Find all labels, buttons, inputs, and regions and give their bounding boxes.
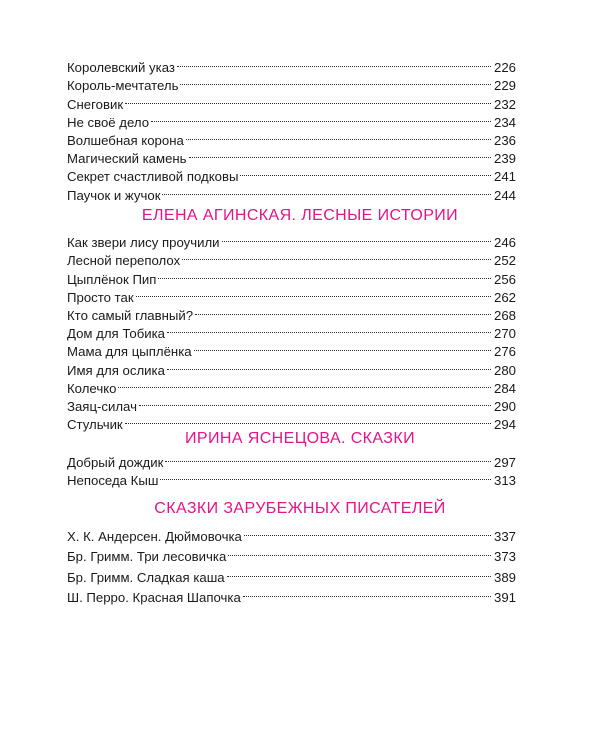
toc-entry-title: Цыплёнок Пип: [67, 271, 157, 287]
dot-leader: [158, 265, 491, 283]
toc-entry-page: 270: [493, 326, 516, 342]
toc-entry-title: Паучок и жучок: [67, 187, 161, 203]
toc-entry-page: 244: [493, 187, 516, 203]
section-heading: ИРИНА ЯСНЕЦОВА. СКАЗКИ: [185, 430, 415, 447]
toc-entry-page: 236: [493, 132, 516, 148]
toc-entry-page: 232: [493, 96, 516, 112]
dot-leader: [243, 582, 491, 603]
section-heading: СКАЗКИ ЗАРУБЕЖНЫХ ПИСАТЕЛЕЙ: [154, 500, 446, 517]
toc-entry-title: Х. К. Андерсен. Дюймовочка: [67, 528, 242, 544]
dot-leader: [139, 393, 491, 411]
toc-entry[interactable]: [67, 449, 516, 471]
toc-list: [67, 520, 516, 605]
toc-entry-page: 290: [493, 398, 516, 414]
toc-entry-page: 391: [493, 590, 516, 605]
dot-leader: [151, 109, 491, 127]
toc-entry-title: Не своё дело: [67, 114, 150, 130]
toc-entry-title: Колечко: [67, 380, 117, 396]
toc-entry-page: 246: [493, 235, 516, 251]
toc-entry-page: 276: [493, 344, 516, 360]
dot-leader: [186, 127, 491, 145]
toc-entry[interactable]: [67, 520, 516, 544]
dot-leader: [182, 247, 491, 265]
toc-entry-page: 284: [493, 380, 516, 396]
toc-entry-title: Магический камень: [67, 151, 187, 167]
toc-entry-page: 268: [493, 307, 516, 323]
dot-leader: [167, 320, 491, 338]
toc-entry-title: Бр. Гримм. Три лесовичка: [67, 549, 227, 564]
dot-leader: [160, 467, 491, 485]
dot-leader: [125, 90, 491, 108]
toc-entry-page: 252: [493, 253, 516, 269]
dot-leader: [244, 520, 491, 541]
toc-entry[interactable]: [67, 375, 516, 396]
toc-entry-title: Волшебная корона: [67, 132, 184, 148]
toc-entry-title: Секрет счастливой подковы: [67, 169, 239, 185]
dot-leader: [222, 229, 491, 247]
toc-entry[interactable]: [67, 411, 516, 433]
toc-entry-title: Стульчик: [67, 417, 123, 433]
toc-entry-title: Дом для Тобика: [67, 326, 166, 342]
toc-entry-title: Просто так: [67, 289, 134, 305]
toc-entry[interactable]: [67, 393, 516, 414]
toc-list: [67, 449, 516, 489]
toc-entry-title: Бр. Гримм. Сладкая каша: [67, 569, 225, 585]
toc-entry-page: 280: [493, 362, 516, 378]
toc-entry-title: Королевский указ: [67, 60, 175, 76]
dot-leader: [167, 356, 491, 374]
dot-leader: [118, 375, 491, 393]
dot-leader: [162, 181, 491, 199]
toc-entry-title: Добрый дождик: [67, 455, 164, 471]
toc-entry[interactable]: [67, 229, 516, 251]
dot-leader: [228, 541, 491, 562]
toc-entry-page: 297: [493, 455, 516, 471]
dot-leader: [125, 411, 491, 429]
toc-entry[interactable]: [67, 90, 516, 112]
toc-entry-title: Имя для ослика: [67, 362, 165, 378]
dot-leader: [165, 449, 491, 467]
toc-entry-page: 241: [493, 169, 516, 185]
toc-entry-page: 389: [493, 569, 516, 585]
dot-leader: [227, 561, 491, 582]
dot-leader: [195, 302, 491, 320]
toc-entry-page: 262: [493, 289, 516, 305]
dot-leader: [194, 338, 491, 356]
toc-entry-title: Кто самый главный?: [67, 307, 194, 323]
toc-entry-page: 226: [493, 60, 516, 76]
toc-list-continued: [67, 54, 516, 203]
toc-entry-title: Непоседа Кыш: [67, 473, 159, 489]
toc-entry-page: 256: [493, 271, 516, 287]
dot-leader: [180, 72, 491, 90]
toc-entry[interactable]: [67, 109, 516, 130]
toc-entry-page: 337: [493, 528, 516, 544]
toc-entry-title: Лесной переполох: [67, 253, 181, 269]
toc-entry-title: Заяц-силач: [67, 398, 137, 414]
toc-entry-title: Ш. Перро. Красная Шапочка: [67, 590, 241, 605]
toc-entry-title: Мама для цыплёнка: [67, 344, 192, 360]
toc-entry-page: 313: [493, 473, 516, 489]
dot-leader: [240, 163, 491, 181]
section-heading: ЕЛЕНА АГИНСКАЯ. ЛЕСНЫЕ ИСТОРИИ: [141, 207, 459, 224]
dot-leader: [136, 284, 491, 302]
toc-list: [67, 229, 516, 433]
toc-entry-page: 373: [493, 549, 516, 564]
toc-entry-page: 229: [493, 78, 516, 94]
dot-leader: [189, 145, 491, 163]
dot-leader: [177, 54, 491, 72]
toc-entry[interactable]: [67, 54, 516, 76]
toc-entry-page: 294: [493, 417, 516, 433]
toc-entry-title: Король-мечтатель: [67, 78, 179, 94]
toc-entry-page: 239: [493, 151, 516, 167]
toc-entry-title: Как звери лису проучили: [67, 235, 220, 251]
toc-entry-page: 234: [493, 114, 516, 130]
toc-entry-title: Снеговик: [67, 96, 124, 112]
